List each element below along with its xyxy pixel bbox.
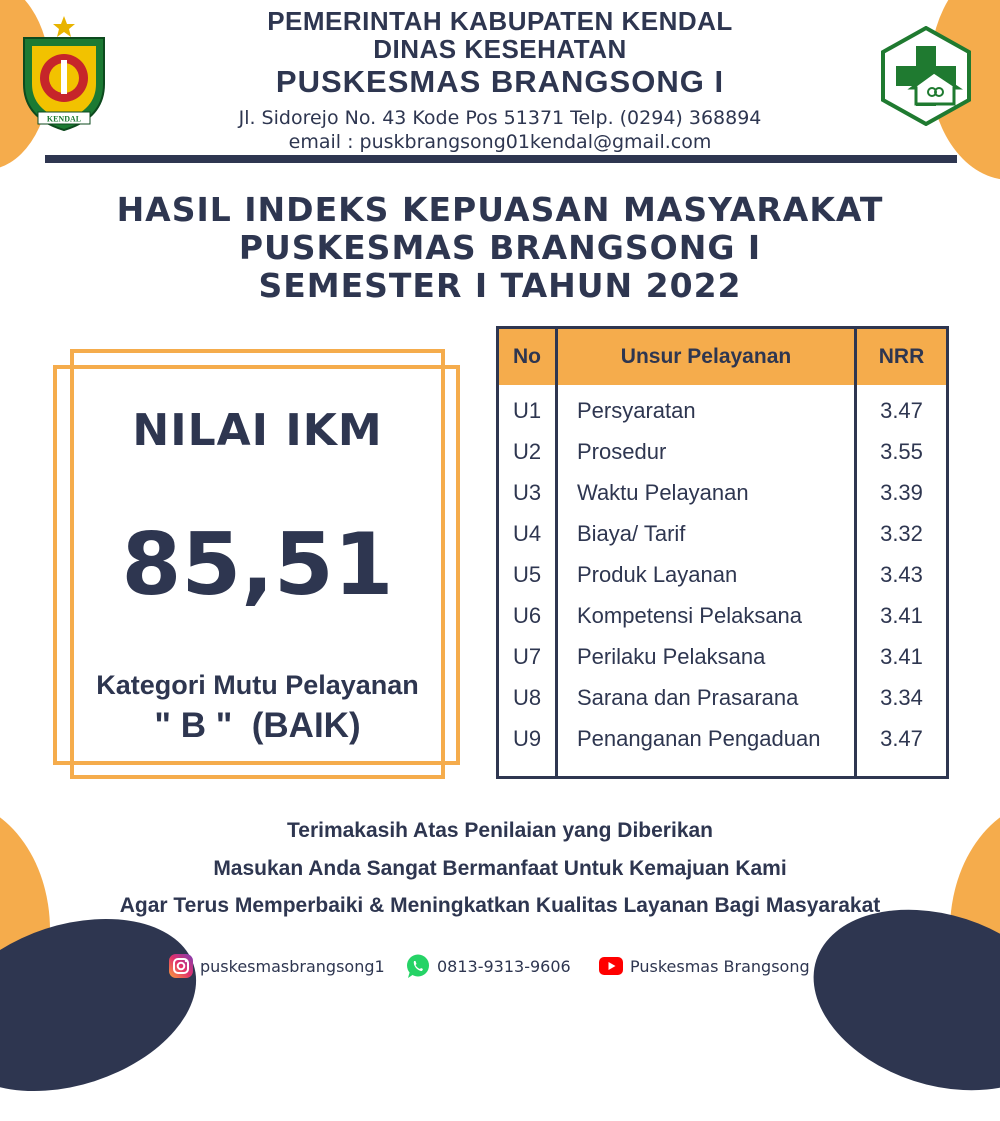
cell-unsur: Waktu Pelayanan [577,480,749,505]
cell-unsur: Sarana dan Prasarana [577,685,799,710]
cell-unsur: Biaya/ Tarif [577,521,686,546]
cell-nrr: 3.41 [880,603,923,628]
header-puskesmas-name: PUSKESMAS BRANGSONG I [275,64,725,99]
footer-commitment: Agar Terus Memperbaiki & Meningkatkan Kualitas Layanan Bagi Masyarakat [119,894,881,917]
table-row [499,390,946,431]
footer-thanks: Terimakasih Atas Penilaian yang Diberikan [287,819,713,842]
cell-no: U7 [512,644,542,669]
youtube-icon [598,953,624,979]
cell-unsur: Persyaratan [577,398,696,423]
column-header-no: No [513,345,541,368]
cell-nrr: 3.43 [880,562,923,587]
header-department: DINAS KESEHATAN [373,34,627,64]
ikm-category-label: Kategori Mutu Pelayanan [96,670,419,700]
cell-no: U1 [512,398,542,423]
cell-nrr: 3.34 [880,685,923,710]
table-row [499,677,946,718]
puskesmas-green-cross-icon [876,26,976,126]
cell-unsur: Perilaku Pelaksana [577,644,766,669]
page-title-line-3: SEMESTER I TAHUN 2022 [258,266,742,305]
cell-nrr: 3.47 [880,398,923,423]
instagram-handle: puskesmasbrangsong1 [200,956,385,976]
table-row [499,431,946,472]
instagram-icon [168,953,194,979]
crest-lettering: KENDAL [46,114,82,124]
whatsapp-icon [405,953,431,979]
instagram-link[interactable] [168,952,385,980]
ikm-grade: " B " (BAIK) [154,706,361,745]
cell-nrr: 3.55 [880,439,923,464]
column-header-nrr: NRR [878,345,925,368]
cell-nrr: 3.39 [880,480,923,505]
cell-unsur: Kompetensi Pelaksana [577,603,803,628]
whatsapp-number: 0813-9313-9606 [437,956,571,976]
cell-unsur: Prosedur [577,439,667,464]
table-row [499,472,946,513]
page-title-line-2: PUSKESMAS BRANGSONG I [238,228,762,267]
cell-no: U3 [512,480,542,505]
whatsapp-link[interactable] [405,952,571,980]
header-divider [45,155,957,163]
cell-nrr: 3.32 [880,521,923,546]
cell-no: U6 [512,603,542,628]
cell-no: U8 [512,685,542,710]
ikm-label: NILAI IKM [132,405,383,456]
youtube-link[interactable] [598,952,825,980]
table-row [499,595,946,636]
footer-message: Masukan Anda Sangat Bermanfaat Untuk Kemajuan Kami [213,857,787,880]
cell-no: U4 [512,521,542,546]
table-column-divider [854,329,857,776]
page-title-line-1: HASIL INDEKS KEPUASAN MASYARAKAT [116,190,884,229]
header-government: PEMERINTAH KABUPATEN KENDAL [267,6,733,36]
cell-nrr: 3.41 [880,644,923,669]
header-email: email : puskbrangsong01kendal@gmail.com [288,131,712,153]
table-column-divider [555,329,558,776]
ikm-value: 85,51 [121,515,394,615]
column-header-unsur: Unsur Pelayanan [620,345,792,368]
cell-no: U9 [512,726,542,751]
table-row [499,513,946,554]
cell-nrr: 3.47 [880,726,923,751]
cell-unsur: Penanganan Pengaduan [577,726,821,751]
youtube-channel: Puskesmas Brangsong 1 [630,956,825,976]
kendal-regency-crest-icon [18,14,110,134]
header-address: Jl. Sidorejo No. 43 Kode Pos 51371 Telp. (0294) 368894 [238,107,762,129]
nrr-table [496,326,949,779]
cell-no: U2 [512,439,542,464]
table-row [499,636,946,677]
cell-unsur: Produk Layanan [577,562,738,587]
cell-no: U5 [512,562,542,587]
table-row [499,554,946,595]
table-row [499,718,946,759]
